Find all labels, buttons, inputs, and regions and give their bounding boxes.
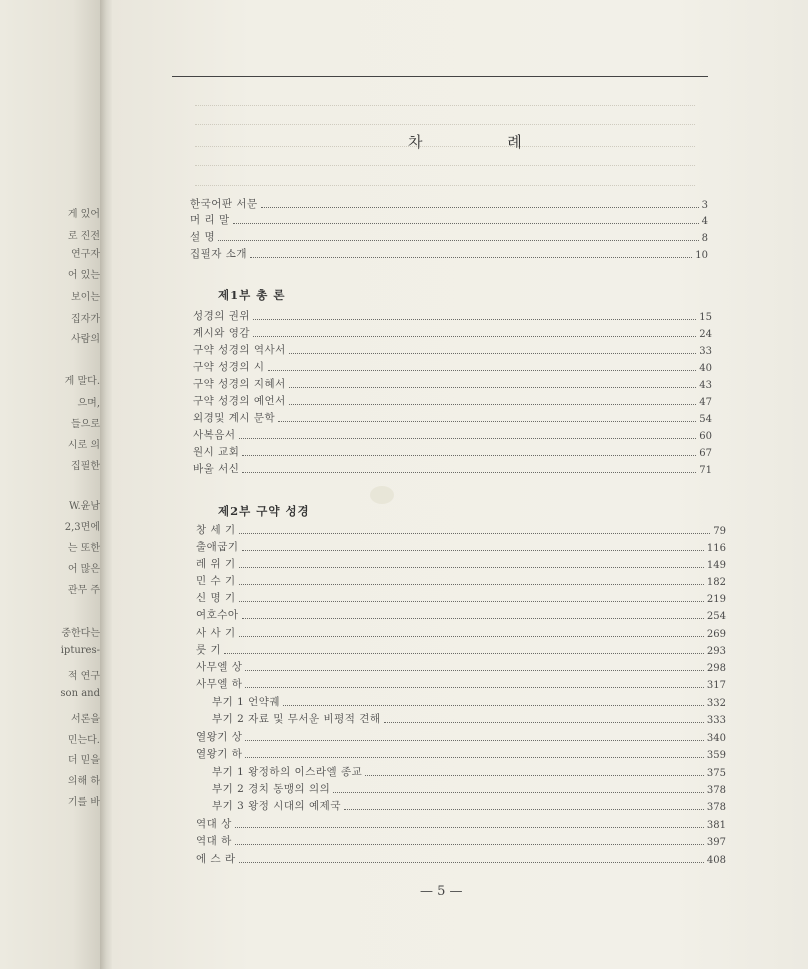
toc-entry-page: 375: [706, 768, 726, 779]
toc-entry-label: 룻 기: [196, 644, 222, 656]
toc-entry-page: 24: [699, 329, 712, 340]
toc-entry-page: 340: [706, 733, 726, 744]
dot-leader: [239, 438, 697, 439]
toc-entry: [212, 711, 726, 726]
toc-entry-page: 378: [706, 785, 726, 796]
part2-heading: 제2부 구약 성경: [218, 504, 310, 518]
toc-entry: [196, 676, 726, 691]
dot-leader: [242, 618, 704, 619]
toc-entry-label: 부기 1 언약궤: [212, 696, 281, 708]
toc-entry-page: 15: [699, 312, 712, 323]
toc-entry: [196, 833, 726, 848]
toc-entry-page: 10: [695, 250, 708, 261]
left-page-text-fragment: 보이는: [71, 292, 100, 303]
dot-leader: [261, 207, 699, 208]
left-page-text-fragment: 으며,: [77, 398, 100, 409]
bleed-through-line: [195, 185, 695, 186]
toc-entry-label: 구약 성경의 지혜서: [193, 378, 286, 390]
left-page-text-fragment: 중한다는: [61, 628, 100, 639]
left-page-text-fragment: 의해 하: [67, 776, 100, 787]
dot-leader: [245, 670, 703, 671]
dot-leader: [253, 319, 696, 320]
toc-entry-label: 부기 2 경치 동맹의 의의: [212, 783, 331, 795]
toc-entry-label: 열왕기 하: [196, 748, 243, 760]
dot-leader: [239, 862, 704, 863]
toc-entry: [193, 325, 712, 340]
toc-entry: [193, 461, 712, 476]
toc-entry: [196, 539, 726, 554]
dot-leader: [268, 370, 697, 371]
toc-entry-page: 40: [699, 363, 712, 374]
left-page-text-fragment: son and: [60, 688, 100, 699]
toc-entry: [196, 729, 726, 744]
toc-entry-label: 부기 2 자료 및 무서운 비평적 견해: [212, 713, 381, 725]
toc-entry: [196, 851, 726, 866]
toc-entry-label: 구약 성경의 예언서: [193, 395, 286, 407]
toc-entry-label: 부기 3 왕정 시대의 예제국: [212, 800, 341, 812]
dot-leader: [235, 827, 704, 828]
dot-leader: [333, 792, 704, 793]
toc-entry-label: 머 리 말: [190, 214, 230, 226]
toc-entry-page: 79: [713, 526, 726, 537]
toc-entry-label: 민 수 기: [196, 575, 236, 587]
toc-entry: [196, 522, 726, 537]
toc-entry-page: 54: [699, 414, 712, 425]
toc-entry-page: 182: [706, 577, 726, 588]
toc-entry-label: 여호수아: [196, 609, 239, 621]
left-page-text-fragment: iptures-: [60, 645, 100, 656]
dot-leader: [242, 550, 704, 551]
toc-entry: [190, 229, 708, 244]
toc-entry-page: 298: [706, 663, 726, 674]
dot-leader: [224, 653, 704, 654]
toc-entry: [193, 308, 712, 323]
left-page-text-fragment: 집자가: [71, 314, 100, 325]
toc-entry-page: 60: [699, 431, 712, 442]
toc-entry: [196, 625, 726, 640]
toc-entry-page: 4: [701, 216, 708, 227]
toc-entry-label: 사복음서: [193, 429, 236, 441]
toc-entry-label: 사 사 기: [196, 627, 236, 639]
toc-entry: [196, 816, 726, 831]
dot-leader: [239, 533, 711, 534]
left-page-text-fragment: 민는다.: [67, 735, 100, 746]
left-page-text-fragment: 는 또한: [67, 543, 100, 554]
dot-leader: [344, 809, 704, 810]
toc-entry-label: 구약 성경의 역사서: [193, 344, 286, 356]
toc-entry-label: 부기 1 왕정하의 이스라엘 종교: [212, 766, 363, 778]
toc-entry-page: 116: [706, 543, 726, 554]
toc-entry-page: 317: [706, 680, 726, 691]
top-rule: [172, 76, 708, 77]
toc-entry-label: 사무엘 하: [196, 678, 243, 690]
toc-entry-label: 설 명: [190, 231, 216, 243]
toc-entry-page: 33: [699, 346, 712, 357]
toc-entry: [193, 359, 712, 374]
left-page: [0, 0, 104, 969]
toc-entry: [196, 746, 726, 761]
dot-leader: [289, 404, 696, 405]
toc-entry-label: 구약 성경의 시: [193, 361, 265, 373]
dot-leader: [245, 740, 703, 741]
toc-entry-page: 47: [699, 397, 712, 408]
toc-entry-page: 381: [706, 820, 726, 831]
toc-entry-page: 254: [706, 611, 726, 622]
dot-leader: [235, 844, 704, 845]
dot-leader: [239, 636, 704, 637]
left-page-text-fragment: W.윤남: [68, 501, 100, 512]
toc-entry-page: 378: [706, 802, 726, 813]
toc-entry-label: 창 세 기: [196, 524, 236, 536]
left-page-text-fragment: 기를 바: [67, 797, 100, 808]
toc-entry: [212, 694, 726, 709]
left-page-text-fragment: 게 말다.: [64, 376, 100, 387]
left-page-text-fragment: 서론을: [71, 714, 100, 725]
toc-entry: [196, 573, 726, 588]
dot-leader: [233, 223, 699, 224]
toc-entry: [193, 376, 712, 391]
toc-entry-label: 바울 서신: [193, 463, 240, 475]
left-page-text-fragment: 사람의: [71, 334, 100, 345]
toc-entry-page: 293: [706, 646, 726, 657]
toc-entry-label: 사무엘 상: [196, 661, 243, 673]
toc-entry: [193, 342, 712, 357]
page-title: 차 례: [408, 133, 562, 151]
left-page-text-fragment: 더 믿을: [67, 755, 100, 766]
part1-heading: 제1부 총 론: [218, 288, 286, 302]
toc-entry: [193, 427, 712, 442]
left-page-text-fragment: 로 진전: [67, 231, 100, 242]
dot-leader: [250, 257, 692, 258]
toc-entry: [193, 410, 712, 425]
toc-entry-label: 집필자 소개: [190, 248, 248, 260]
bleed-through-line: [195, 105, 695, 106]
left-page-text-fragment: 관무 주: [67, 585, 100, 596]
dot-leader: [242, 472, 696, 473]
toc-entry-label: 출애굽기: [196, 541, 239, 553]
toc-entry-label: 신 명 기: [196, 592, 236, 604]
dot-leader: [218, 240, 699, 241]
toc-entry-label: 성경의 권위: [193, 310, 251, 322]
toc-entry-label: 외경및 계시 문학: [193, 412, 276, 424]
dot-leader: [242, 455, 696, 456]
toc-entry-label: 원시 교회: [193, 446, 240, 458]
dot-leader: [289, 387, 696, 388]
toc-entry: [196, 642, 726, 657]
paper-stain: [370, 486, 394, 504]
toc-entry-label: 역대 하: [196, 835, 232, 847]
toc-entry-page: 8: [701, 233, 708, 244]
bleed-through-line: [195, 124, 695, 125]
left-page-text-fragment: 적 연구: [67, 671, 100, 682]
dot-leader: [245, 687, 703, 688]
bleed-through-line: [195, 165, 695, 166]
toc-entry-label: 레 위 기: [196, 558, 236, 570]
toc-entry-page: 269: [706, 629, 726, 640]
dot-leader: [278, 421, 696, 422]
left-page-text-fragment: 들으로: [71, 419, 100, 430]
page-number: — 5 —: [420, 884, 463, 899]
toc-entry: [190, 212, 708, 227]
dot-leader: [245, 757, 703, 758]
toc-entry-page: 397: [706, 837, 726, 848]
toc-entry: [193, 393, 712, 408]
toc-entry-page: 71: [699, 465, 712, 476]
dot-leader: [239, 584, 704, 585]
toc-entry-label: 한국어판 서문: [190, 198, 258, 210]
toc-entry-label: 열왕기 상: [196, 731, 243, 743]
toc-entry: [190, 196, 708, 211]
toc-entry-page: 43: [699, 380, 712, 391]
toc-entry: [212, 781, 726, 796]
dot-leader: [253, 336, 696, 337]
toc-entry-label: 역대 상: [196, 818, 232, 830]
dot-leader: [365, 775, 704, 776]
toc-entry: [196, 590, 726, 605]
toc-entry-page: 332: [706, 698, 726, 709]
toc-entry-page: 408: [706, 855, 726, 866]
left-page-text-fragment: 집필한: [71, 461, 100, 472]
toc-entry: [196, 556, 726, 571]
toc-entry-page: 359: [706, 750, 726, 761]
left-page-text-fragment: 어 많은: [67, 564, 100, 575]
left-page-text-fragment: 연구자: [71, 249, 100, 260]
left-page-text-fragment: 어 있는: [67, 270, 100, 281]
left-page-text-fragment: 게 있어: [67, 209, 100, 220]
toc-entry-label: 에 스 라: [196, 853, 236, 865]
dot-leader: [239, 601, 704, 602]
toc-entry-page: 333: [706, 715, 726, 726]
toc-entry-page: 3: [701, 200, 708, 211]
toc-entry: [196, 659, 726, 674]
toc-entry-page: 149: [706, 560, 726, 571]
toc-entry-page: 67: [699, 448, 712, 459]
toc-entry: [193, 444, 712, 459]
dot-leader: [289, 353, 696, 354]
toc-entry-label: 계시와 영감: [193, 327, 251, 339]
left-page-text-fragment: 시로 의: [67, 440, 100, 451]
left-page-text-fragment: 2,3면에: [64, 522, 100, 533]
toc-entry: [212, 798, 726, 813]
toc-entry: [212, 764, 726, 779]
toc-entry-page: 219: [706, 594, 726, 605]
dot-leader: [239, 567, 704, 568]
toc-entry: [190, 246, 708, 261]
toc-entry: [196, 607, 726, 622]
dot-leader: [384, 722, 704, 723]
dot-leader: [283, 705, 704, 706]
